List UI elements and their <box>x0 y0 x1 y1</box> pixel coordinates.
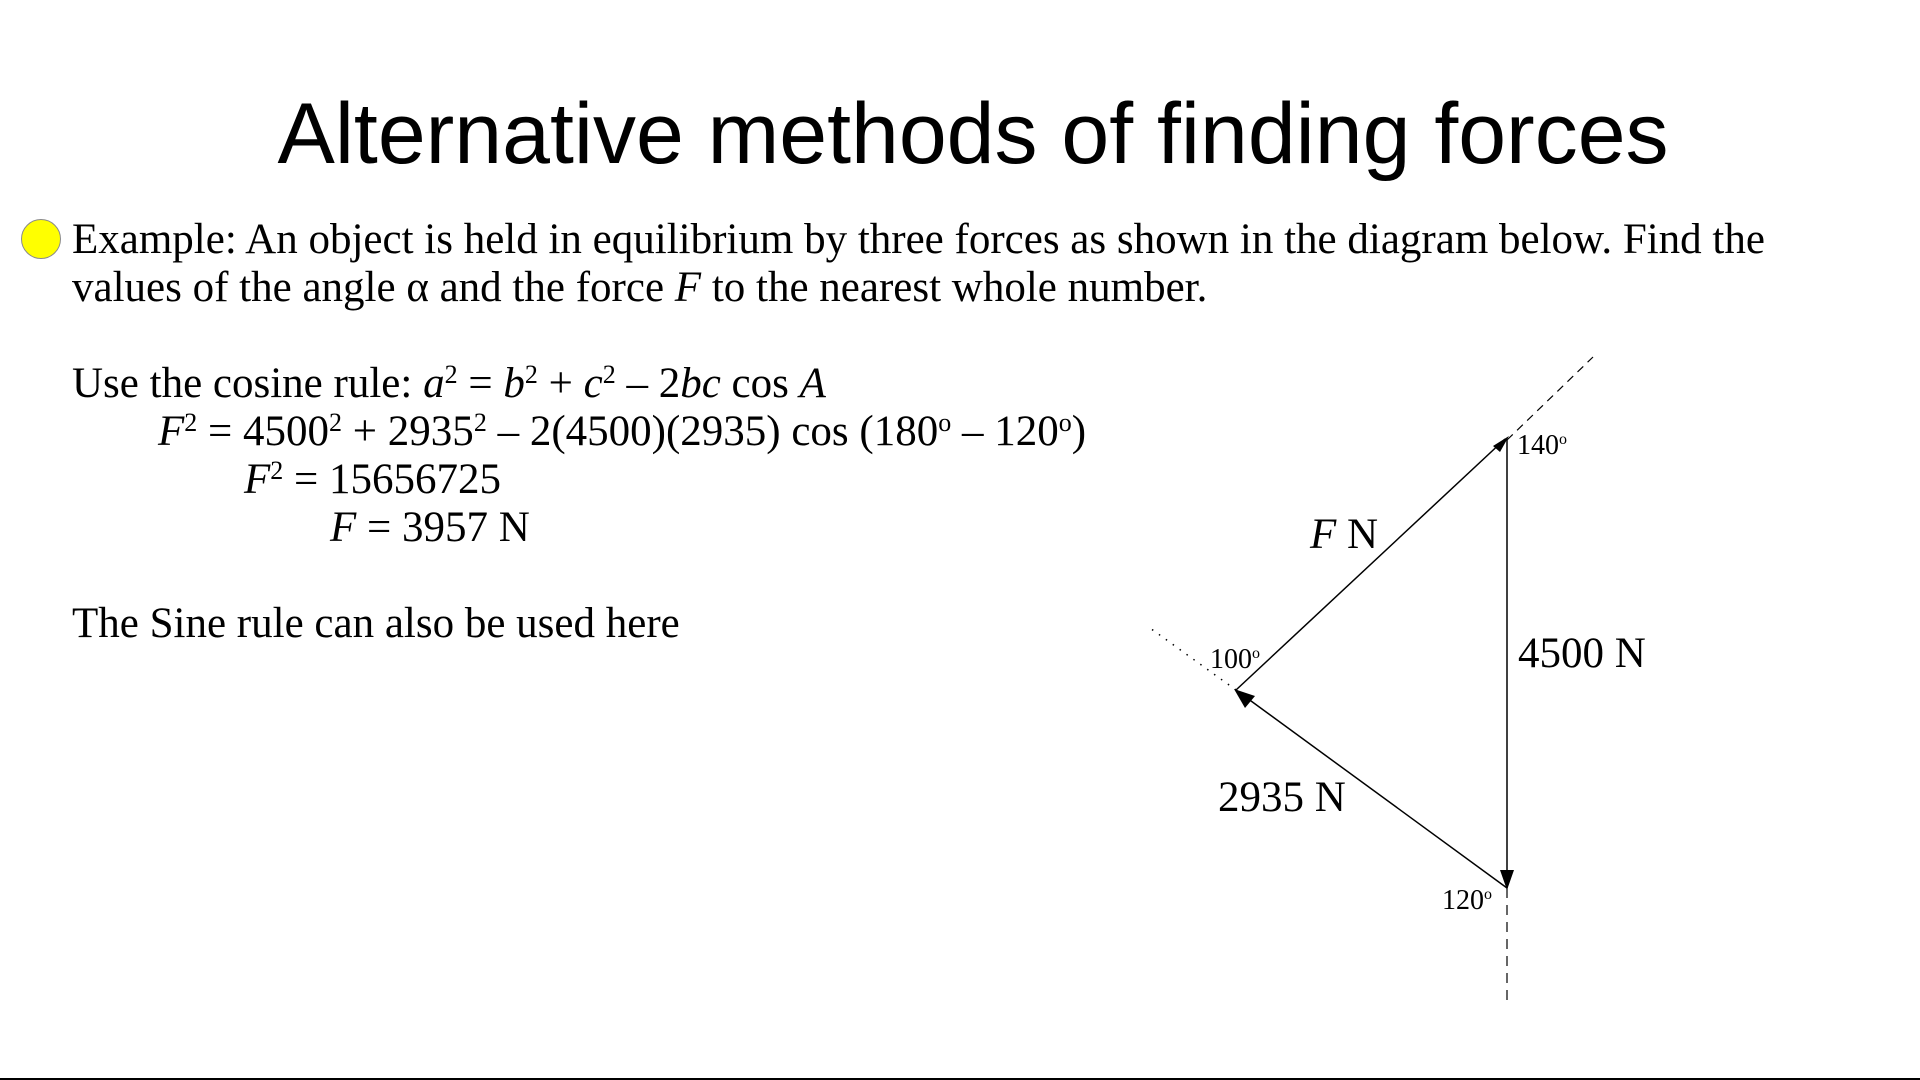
label-force-f-unit: N <box>1336 511 1379 558</box>
formula-plus: + <box>537 360 584 407</box>
formula-a-exp: 2 <box>444 360 458 389</box>
angle-100-value: 100 <box>1210 644 1252 675</box>
force-f-line <box>1236 439 1505 690</box>
formula-minus: – 2 <box>615 360 681 407</box>
label-force-2935: 2935 N <box>1218 774 1346 821</box>
label-force-f <box>1309 511 1378 558</box>
example-text-b: to the nearest whole number. <box>701 264 1208 311</box>
step2-var: F <box>244 456 271 503</box>
sine-rule-note: The Sine rule can also be used here <box>72 600 680 647</box>
step2-var-exp: 2 <box>270 456 284 485</box>
label-angle-140 <box>1517 430 1567 461</box>
label-force-f-var: F <box>1310 511 1337 558</box>
slide-title: Alternative methods of finding forces <box>277 86 1669 182</box>
example-var-f: F <box>674 264 702 311</box>
angle-100-deg: o <box>1252 645 1260 662</box>
step1-var: F <box>158 408 185 455</box>
formula-eq: = <box>457 360 504 407</box>
top-extension-line <box>1507 357 1593 440</box>
step3-var: F <box>330 504 357 551</box>
formula-a: a <box>423 360 445 407</box>
label-angle-120 <box>1442 885 1492 916</box>
angle-140-value: 140 <box>1517 430 1559 461</box>
step1-rhs-d: – 120 <box>951 408 1059 455</box>
formula-cos: cos <box>720 360 800 407</box>
force-2935-arrowhead <box>1234 689 1255 708</box>
example-line-1: Example: An object is held in equilibrium by three forces as shown in the diagram below. Find the <box>72 216 1765 263</box>
step1-exp-a: 2 <box>329 408 343 437</box>
angle-120-value: 120 <box>1442 885 1484 916</box>
step1-deg-a: o <box>938 408 952 437</box>
step1-exp-b: 2 <box>473 408 487 437</box>
formula-c: c <box>583 360 603 407</box>
label-angle-100 <box>1210 644 1260 675</box>
cosine-intro-text: Use the cosine rule: <box>72 360 424 407</box>
step1-rhs-e: ) <box>1071 408 1087 455</box>
step2-rhs: = 15656725 <box>283 456 502 503</box>
step1-deg-b: o <box>1058 408 1072 437</box>
angle-140-deg: o <box>1559 431 1567 448</box>
formula-A: A <box>799 360 826 407</box>
step1-var-exp: 2 <box>184 408 198 437</box>
step1-rhs-c: – 2(4500)(2935) cos (180 <box>486 408 939 455</box>
step3-rhs: = 3957 N <box>356 504 530 551</box>
formula-bc: bc <box>680 360 721 407</box>
example-text-a: values of the angle α and the force <box>72 264 675 311</box>
formula-c-exp: 2 <box>602 360 616 389</box>
label-force-4500: 4500 N <box>1518 630 1646 677</box>
formula-b: b <box>503 360 525 407</box>
angle-120-deg: o <box>1484 886 1492 903</box>
formula-b-exp: 2 <box>524 360 538 389</box>
force-4500-arrowhead <box>1500 870 1514 890</box>
step1-rhs-a: = 4500 <box>197 408 330 455</box>
step1-rhs-b: + 2935 <box>342 408 474 455</box>
